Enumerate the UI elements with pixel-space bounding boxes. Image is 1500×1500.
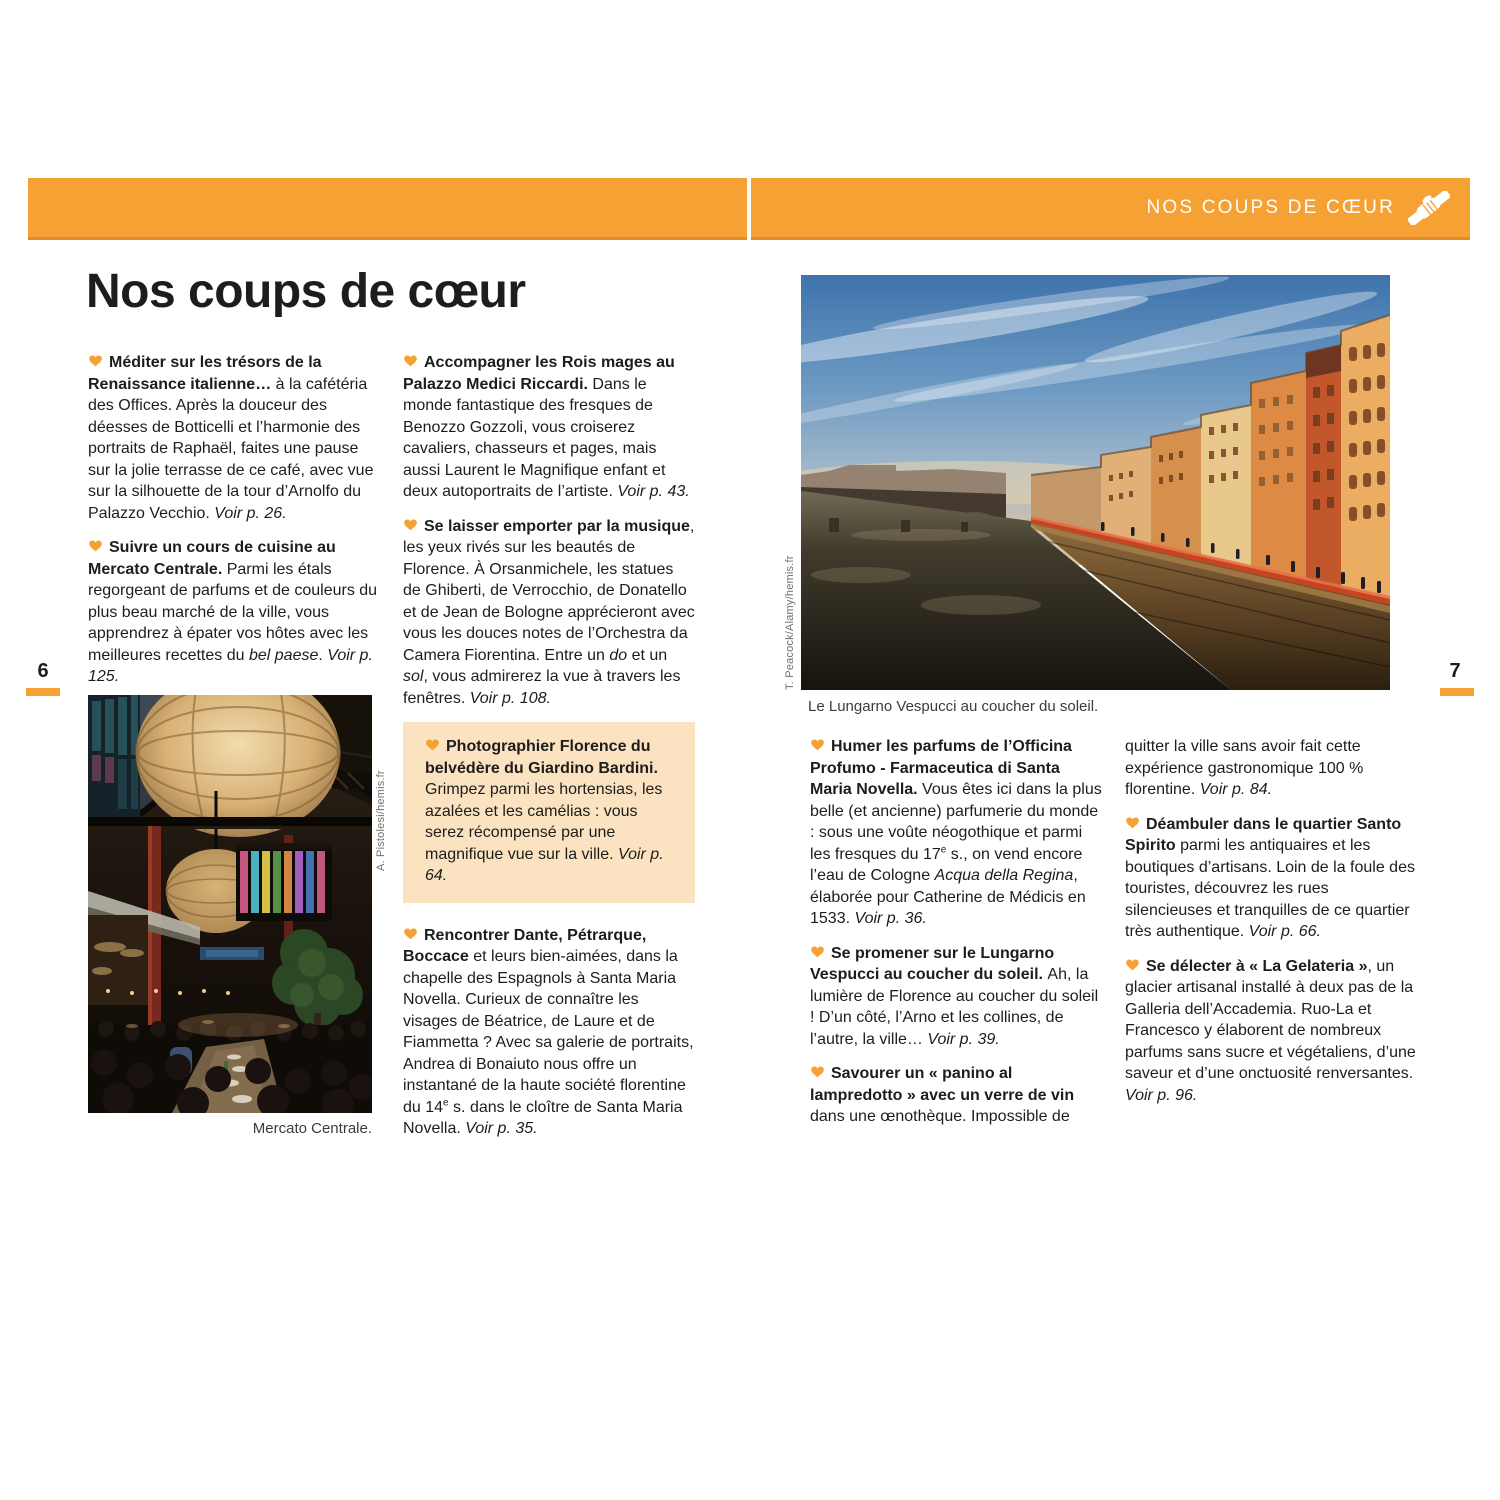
section-header-label: NOS COUPS DE CŒUR (1146, 196, 1395, 218)
left-page-column-2 (403, 352, 695, 1153)
highlight-item-text: Se laisser emporter par la musique, les yeux rivés sur les beautés de Florence. À Orsanmichele, les statues de Ghiberti, de Verrocchio, de Donatello et de Jean de Bologne apprécieront avec vous les douces notes de l’Orchestra da Camera Fiorentina. Entre un do et un sol, vous admirerez la vue à travers les fenêtres. Voir p. 108. (403, 517, 695, 707)
highlight-item (810, 943, 1104, 1051)
highlight-item-text: Humer les parfums de l’Officina Profumo - Farmaceutica di Santa Maria Novella. Vous êtes ici dans la plus belle (et ancienne) parfumerie du monde : sous une voûte néogothique et parmi les fresques du 17e s., on vend encore l’eau de Cologne Acqua della Regina, élaborée pour Catherine de Médicis en 1533. Voir p. 36. (810, 738, 1102, 927)
heart-icon (403, 516, 418, 528)
highlight-item (1125, 814, 1419, 943)
header-band-left (28, 178, 747, 240)
highlight-item (810, 736, 1104, 930)
highlight-box (403, 722, 695, 903)
highlight-item-text: quitter la ville sans avoir fait cette expérience gastronomique 100 % florentine. Voir p. 84. (1125, 738, 1364, 798)
page-number-bar-left (26, 688, 60, 696)
highlight-item-text: Savourer un « panino al lampredotto » avec un verre de vin dans une œnothèque. Impossible de (810, 1065, 1075, 1125)
page-number-bar-right (1440, 688, 1474, 696)
highlight-item-text: Déambuler dans le quartier Santo Spirito parmi les antiquaires et les boutiques d’artisans. Loin de la foule des touristes, découvrez les rues silencieuses et tranquilles de ce quartier très authentique. Voir p. 66. (1125, 815, 1415, 940)
right-page-column-1 (810, 736, 1104, 1141)
left-page-column-1 (88, 352, 380, 701)
highlight-item (403, 925, 695, 1140)
heart-icon (88, 352, 103, 364)
highlight-item (1125, 956, 1419, 1107)
highlight-item (403, 352, 695, 503)
heart-icon (1125, 956, 1140, 968)
highlight-item (88, 352, 380, 524)
highlight-item (403, 516, 695, 710)
heart-icon (403, 352, 418, 364)
highlight-item-text: Se délecter à « La Gelateria », un glacier artisanal installé à deux pas de la Galleria dell’Accademia. Ruo-La et Francesco y élaborent de nombreux parfums sans sucre et végétaliens, d’une saveur et d’une onctuosité renversantes. Voir p. 96. (1125, 957, 1416, 1104)
highlight-item (810, 1063, 1104, 1128)
lungarno-vespucci-photo (801, 275, 1390, 690)
photo-caption-left: Mercato Centrale. (252, 1120, 372, 1137)
page-title: Nos coups de cœur (86, 265, 526, 318)
photo-credit-left: A. Pistolesi/hemis.fr (375, 770, 387, 871)
heart-icon (403, 925, 418, 937)
page-number-left: 6 (37, 660, 49, 682)
highlight-item (425, 736, 675, 887)
heart-icon (810, 736, 825, 748)
highlight-item (88, 537, 380, 688)
page-number-right: 7 (1449, 660, 1461, 682)
handshake-icon (1408, 191, 1450, 225)
heart-icon (425, 736, 440, 748)
mercato-centrale-photo (88, 695, 372, 1113)
highlight-item-text: Se promener sur le Lungarno Vespucci au coucher du soleil. Ah, la lumière de Florence au coucher du soleil ! D’un côté, l’Arno et les collines, de l’autre, la ville… Voir p. 39. (810, 944, 1099, 1048)
heart-icon (1125, 814, 1140, 826)
highlight-item-continuation (1125, 736, 1419, 801)
highlight-item-text: Rencontrer Dante, Pétrarque, Boccace et leurs bien-aimées, dans la chapelle des Espagnols à Santa Maria Novella. Curieux de connaître les visages de Béatrice, de Laure et de Fiammetta ? Avec sa galerie de portraits, Andrea di Bonaiuto nous offre un instantané de la haute société florentine du 14e s. dans le cloître de Santa Maria Novella. Voir p. 35. (403, 926, 694, 1137)
highlight-item-text: Méditer sur les trésors de la Renaissance italienne… à la cafétéria des Offices. Après la douceur des déesses de Botticelli et l’harmonie des portraits de Raphaël, faites une pause sur la jolie terrasse de ce café, avec vue sur la silhouette de la tour d’Arnolfo du Palazzo Vecchio. Voir p. 26. (88, 354, 374, 522)
highlight-item-text: Suivre un cours de cuisine au Mercato Centrale. Parmi les étals regorgeant de parfums et de couleurs du plus beau marché de la ville, vous apprendrez à épater vos hôtes avec les meilleures recettes du bel paese. Voir p. 125. (88, 539, 378, 685)
heart-icon (88, 537, 103, 549)
heart-icon (810, 1063, 825, 1075)
highlight-item-text: Accompagner les Rois mages au Palazzo Medici Riccardi. Dans le monde fantastique des fresques de Benozzo Gozzoli, vous croiserez cavaliers, chasseurs et pages, mais aussi Laurent le Magnifique enfant et deux autoportraits de l’artiste. Voir p. 43. (403, 354, 690, 500)
header-band-right (751, 178, 1470, 240)
heart-icon (810, 943, 825, 955)
highlight-item-text: Photographier Florence du belvédère du Giardino Bardini. Grimpez parmi les hortensias, les azalées et les camélias : vous serez récompensé par une magnifique vue sur la ville. Voir p. 64. (425, 738, 664, 884)
photo-credit-right: T. Peacock/Alamy/hemis.fr (784, 555, 796, 690)
photo-caption-right: Le Lungarno Vespucci au coucher du soleil. (808, 698, 1099, 715)
right-page-column-2 (1125, 736, 1419, 1119)
